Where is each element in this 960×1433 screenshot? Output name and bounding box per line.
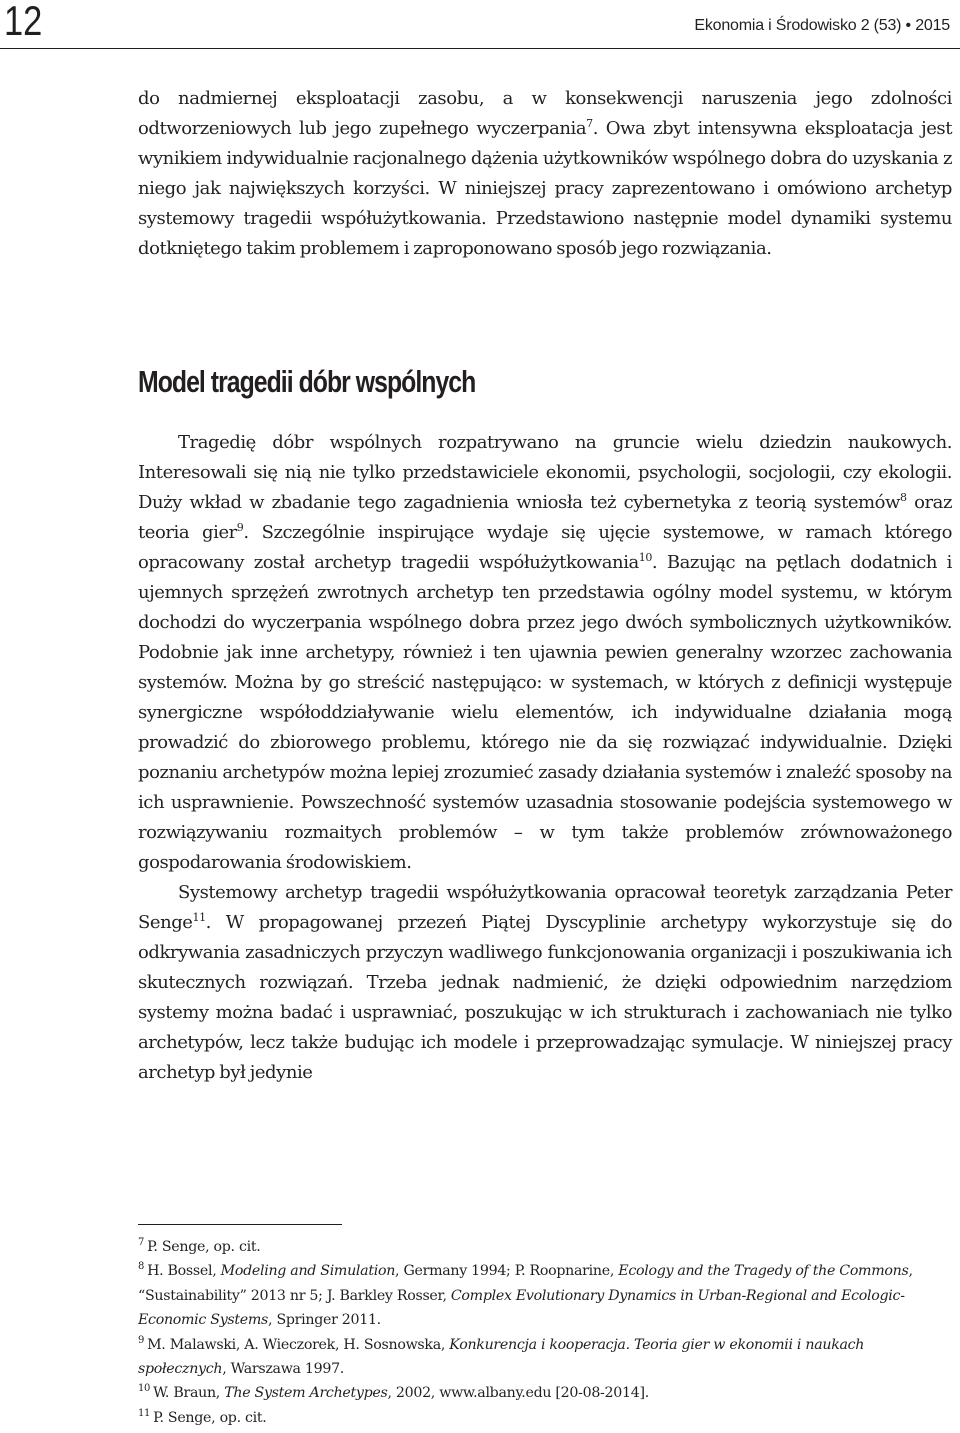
footnote-ref-11[interactable]: 11 <box>192 911 206 924</box>
main-text <box>138 428 952 1088</box>
footnote-text: , Warszawa 1997. <box>222 1361 345 1378</box>
footnote-title: Konkurencja i kooperacja. Teoria gier w ekonomii i naukach społecznych <box>138 1336 865 1378</box>
footnote-number: 10 <box>138 1383 151 1395</box>
page-number: 12 <box>4 0 43 44</box>
footnote-number: 11 <box>138 1407 151 1419</box>
paragraph-text: Systemowy archetyp tragedii współużytkowania opracował teoretyk zarządzania Peter Senge <box>138 882 952 933</box>
footnote-number: 9 <box>138 1334 145 1346</box>
journal-title: Ekonomia i Środowisko 2 (53) • 2015 <box>694 17 950 34</box>
header-rule <box>0 48 960 49</box>
footnote-ref-7[interactable]: 7 <box>586 117 593 130</box>
paragraph-text: oraz teoria gier <box>138 492 952 543</box>
intro-text-part: . Owa zbyt intensywna eksploatacja jest wynikiem indywidualnie racjonalnego dążenia użytkowników wspólnego dobra do uzyskania z niego jak największych korzyści. W niniejszej pracy zaprezentowano i omówiono archetyp systemowy tragedii współużytkowania. Przedstawiono następnie model dynamiki systemu dotkniętego takim problemem i zaproponowano sposób jego rozwiązania. <box>138 118 952 259</box>
footnote-text: , “Sustainability” 2013 nr 5; J. Barkley Rosser, <box>138 1263 913 1304</box>
footnote-text: M. Malawski, A. Wieczorek, H. Sosnowska, <box>147 1336 450 1353</box>
footnotes <box>138 1235 954 1430</box>
paragraph-text: . W propagowanej przezeń Piątej Dyscyplinie archetypy wykorzystuje się do odkrywania zasadniczych przyczyn wadliwego funkcjonowania organizacji i poszukiwania ich skutecznych rozwiązań. Trzeba jednak nadmienić, że dzięki odpowiednim narzędziom systemy można badać i usprawniać, poszukując w ich strukturach i zachowaniach nie tylko archetypów, lecz także budując ich modele i przeprowadzając symulacje. W niniejszej pracy archetyp był jedynie <box>138 912 952 1083</box>
footnote-rule <box>138 1224 342 1225</box>
footnote-text: , 2002, www.albany.edu [20-08-2014]. <box>387 1385 649 1402</box>
intro-text <box>138 84 952 264</box>
intro-paragraph <box>138 84 952 264</box>
footnote-title: The System Archetypes <box>224 1385 388 1402</box>
footnote-text: W. Braun, <box>153 1385 225 1402</box>
footnote-text: P. Senge, op. cit. <box>153 1409 267 1426</box>
footnote-title: Complex Evolutionary Dynamics in Urban-Regional and Ecologic-Economic Systems <box>138 1287 905 1329</box>
footnote-ref-10[interactable]: 10 <box>638 551 652 564</box>
footnote-text: , Germany 1994; P. Roopnarine, <box>395 1263 619 1280</box>
footnote-8 <box>138 1259 954 1332</box>
paragraph-text: . Szczególnie inspirujące wydaje się ujęcie systemowe, w ramach którego opracowany został archetyp tragedii współużytkowania <box>138 522 952 573</box>
footnote-9 <box>138 1333 954 1382</box>
section-heading: Model tragedii dóbr wspólnych <box>138 364 476 399</box>
footnote-title: Modeling and Simulation <box>220 1263 396 1280</box>
footnote-text: P. Senge, op. cit. <box>147 1239 261 1255</box>
footnote-text: , Springer 2011. <box>268 1312 381 1329</box>
footnote-text: H. Bossel, <box>147 1263 221 1280</box>
footnote-number: 8 <box>138 1261 145 1273</box>
footnote-10 <box>138 1381 954 1405</box>
footnote-ref-8[interactable]: 8 <box>900 491 907 504</box>
footnote-title: Ecology and the Tragedy of the Commons <box>618 1263 909 1280</box>
paragraph-1 <box>138 428 952 878</box>
footnote-number: 7 <box>138 1237 145 1248</box>
paragraph-2 <box>138 878 952 1088</box>
paragraph-text: . Bazując na pętlach dodatnich i ujemnych sprzężeń zwrotnych archetyp ten przedstawia ogólny model systemu, w którym dochodzi do wyczerpania wspólnego dobra przez jego dwóch symbolicznych użytkowników. Podobnie jak inne archetypy, również i ten ujawnia pewien generalny wzorzec zachowania systemów. Można by go streścić następująco: w systemach, w których z definicji występuje synergiczne współoddziaływanie wielu elementów, ich indywidualne działania mogą prowadzić do zbiorowego problemu, którego nie da się rozwiązać indywidualnie. Dzięki poznaniu archetypów można lepiej zrozumieć zasady działania systemów i znaleźć sposoby na ich usprawnienie. Powszechność systemów uzasadnia stosowanie podejścia systemowego w rozwiązywaniu rozmaitych problemów – w tym także problemów zrównoważonego gospodarowania środowiskiem. <box>138 552 952 873</box>
running-header <box>0 0 960 48</box>
intro-text-part: do nadmiernej eksploatacji zasobu, a w konsekwencji naruszenia jego zdolności odtworzeniowych lub jego zupełnego wyczerpania <box>138 88 952 139</box>
paragraph-text: Tragedię dóbr wspólnych rozpatrywano na gruncie wielu dziedzin naukowych. Interesowali się nią nie tylko przedstawiciele ekonomii, psychologii, socjologii, czy ekologii. Duży wkład w zbadanie tego zagadnienia wniosła też cybernetyka z teorią systemów <box>138 432 952 513</box>
footnote-ref-9[interactable]: 9 <box>236 521 244 534</box>
footnote-7 <box>138 1235 954 1259</box>
footnote-11 <box>138 1406 954 1430</box>
